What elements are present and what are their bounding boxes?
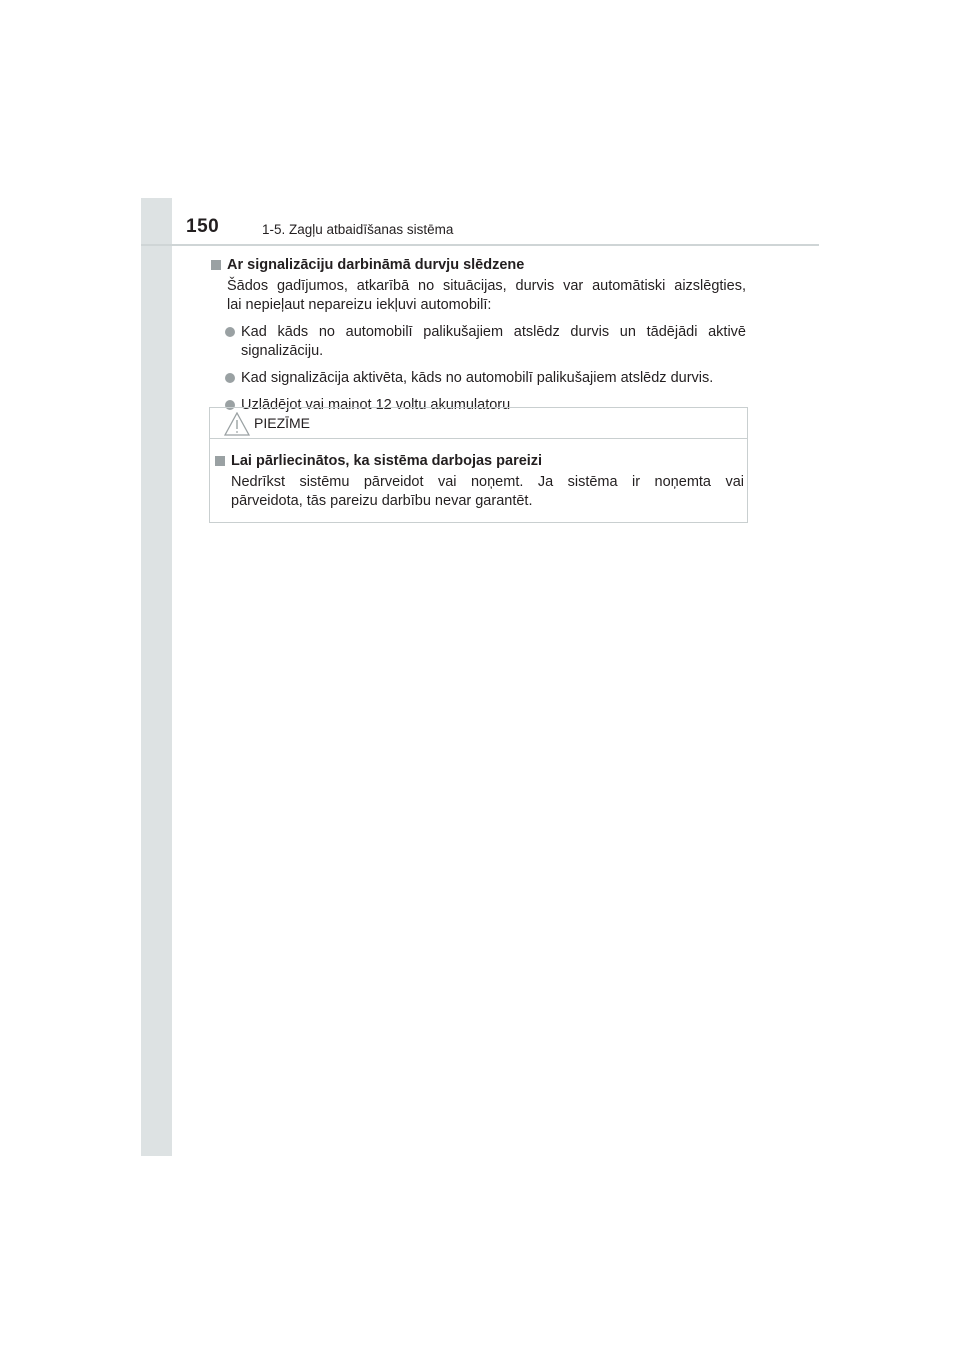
square-bullet-icon <box>215 456 225 466</box>
list-item-line: Kad signalizācija aktivēta, kāds no automobilī palikušajiem atslēdz durvis. <box>241 370 714 386</box>
list-item <box>225 369 746 388</box>
section-alarm-door-lock <box>211 255 746 415</box>
header-divider <box>141 244 819 246</box>
list-item-line: Kad kāds no automobilī palikušajiem atslēdz durvis un tādējādi aktivē <box>241 324 746 340</box>
side-strip <box>141 198 172 1156</box>
section-heading <box>211 255 746 275</box>
circle-bullet-icon <box>225 373 235 383</box>
list-item <box>225 323 746 361</box>
square-bullet-icon <box>211 260 221 270</box>
notice-line: pārveidota, tās pareizu darbību nevar garantēt. <box>231 493 533 509</box>
notice-box <box>209 407 748 523</box>
notice-title: PIEZĪME <box>254 415 311 431</box>
intro-line: Šādos gadījumos, atkarībā no situācijas, durvis var automātiski aizslēgties, <box>227 278 746 294</box>
list-item-line: signalizāciju. <box>241 343 324 359</box>
section-intro <box>227 277 746 315</box>
notice-heading <box>215 451 737 471</box>
list-item-line: Uzlādējot vai mainot 12 voltu akumulatoru <box>241 397 511 413</box>
notice-text <box>231 473 744 511</box>
notice-body <box>210 439 747 511</box>
notice-line: Nedrīkst sistēmu pārveidot vai noņemt. Ja sistēma ir noņemta vai <box>231 474 744 490</box>
intro-line: lai nepieļaut nepareizu iekļuvi automobilī: <box>227 297 492 313</box>
page-number: 150 <box>186 216 220 237</box>
warning-triangle-icon <box>224 412 250 436</box>
notice-heading-text: Lai pārliecinātos, ka sistēma darbojas pareizi <box>231 453 543 469</box>
notice-header <box>210 408 747 439</box>
section-heading-text: Ar signalizāciju darbināmā durvju slēdzene <box>227 257 525 273</box>
chapter-title: 1-5. Zagļu atbaidīšanas sistēma <box>262 222 454 237</box>
circle-bullet-icon <box>225 327 235 337</box>
